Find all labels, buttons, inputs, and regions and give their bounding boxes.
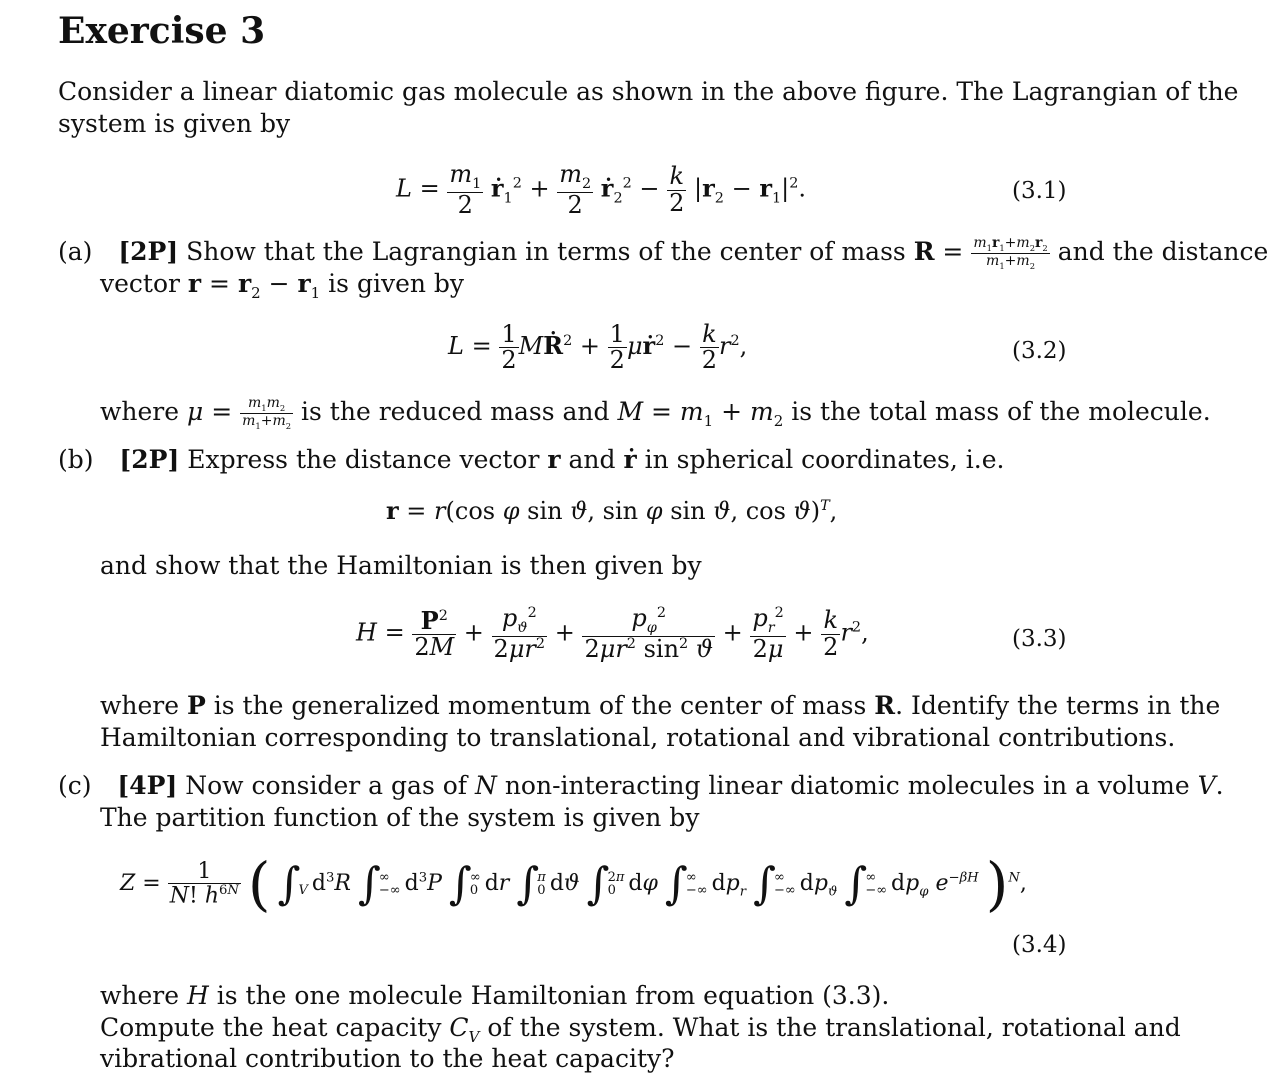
part-b-text-1-end: in spherical coordinates, i.e. [644,445,1005,474]
part-c-text-4-end: of the system. What is the translational, rotational and [487,1013,1181,1042]
part-c-points: [4P] [117,771,178,800]
part-a-text-2-end: is given by [328,269,465,298]
part-b-text-3-mid: is the generalized momentum of the center of mass [213,691,867,720]
equation-number-3-1: (3.1) [1012,178,1067,204]
equation-hamiltonian: H = $\frac{P^2}{2M}$ + $\frac{p_ϑ^2}{2\mu r^2}$ + $\frac{p_\varphi^2}{2\mu r^2 \sin^2 ϑ}$ + $\frac{p_r^2}{2\mu}$ + $\frac{k}{2}$ $r^2$, [356,604,869,663]
part-c-line-3: where H is the one molecule Hamiltonian from equation (3.3). [100,981,890,1010]
part-c-text-3-end: is the one molecule Hamiltonian from equation (3.3). [216,981,890,1010]
part-a-points: [2P] [118,237,179,266]
part-c-line-1: (c) [4P] Now consider a gas of N non-interacting linear diatomic molecules in a volume V. [58,771,1224,800]
reduced-mass-fraction: $\frac{m_1m_2}{m_1+m_2}$ [242,395,292,431]
part-c-line-4: Compute the heat capacity $C_V$ of the system. What is the translational, rotational and [100,1013,1181,1046]
part-a-where-line: where μ = $\frac{m_1m_2}{m_1+m_2}$ is the reduced mass and $M = m_1 + m_2$ is the total mass of the molecule. [100,395,1211,431]
part-b-line-1: (b) [2P] Express the distance vector r and ṙ in spherical coordinates, i.e. [58,445,1005,474]
part-b-text-1: Express the distance vector [187,445,540,474]
part-b-text-3-end: . Identify the terms in the [895,691,1221,720]
equation-number-3-3: (3.3) [1012,626,1067,652]
equation-spherical: r = r(cos φ sin ϑ, sin φ sin ϑ, cos ϑ)$^T$, [386,496,838,525]
part-b-line-3: where P is the generalized momentum of the center of mass R. Identify the terms in the [100,691,1221,720]
equation-number-3-2: (3.2) [1012,338,1067,364]
part-a-line-2: vector $r = r_2 - r_1$ is given by [100,269,465,302]
intro-line-2: system is given by [58,109,291,138]
part-b-line-4: Hamiltonian corresponding to translational, rotational and vibrational contributions. [100,723,1176,752]
part-c-text-1-start: Now consider a gas of [185,771,468,800]
intro-line-1: Consider a linear diatomic gas molecule as shown in the above figure. The Lagrangian of the [58,77,1239,106]
equation-lagrangian: L = $\frac{m_1}{2}$ ṙ$_1^2$ + $\frac{m_2}{2}$ ṙ$_2^2$ − $\frac{k}{2}$ $|r_2 - r_1|^2$. [396,160,807,219]
part-c-line-2: The partition function of the system is given by [100,803,700,832]
part-a-text-1-end: and the distance [1057,237,1268,266]
part-a-line-1: (a) [2P] Show that the Lagrangian in terms of the center of mass R = $\frac{m_1r_1+m_2r_2}{m_1+m_2}$ and the distance [58,235,1268,271]
part-c-text-1-mid: non-interacting linear diatomic molecules in a volume [504,771,1190,800]
part-a-text-2-start: vector [100,269,180,298]
equation-number-3-4: (3.4) [1012,932,1067,958]
part-a-where-mid: is the reduced mass and [301,397,610,426]
part-b-line-2: and show that the Hamiltonian is then given by [100,551,702,580]
part-c-label: (c) [58,771,92,800]
part-b-points: [2P] [119,445,180,474]
part-c-line-5: vibrational contribution to the heat capacity? [100,1044,675,1073]
part-a-text-1: Show that the Lagrangian in terms of the center of mass [186,237,906,266]
exercise-title: Exercise 3 [58,10,266,52]
part-b-text-1-mid: and [568,445,616,474]
part-b-text-3-start: where [100,691,180,720]
part-a-label: (a) [58,237,93,266]
part-c-text-4-start: Compute the heat capacity [100,1013,442,1042]
part-a-where-end: is the total mass of the molecule. [791,397,1211,426]
part-b-label: (b) [58,445,94,474]
part-c-text-3-start: where [100,981,180,1010]
equation-lagrangian-com: L = $\frac{1}{2}$ MṘ$^2$ + $\frac{1}{2}$ μṙ$^2$ − $\frac{k}{2}$ $r^2$, [448,320,748,375]
equation-partition-function: Z = $\frac{1}{N! h^{6N}}$ ( ∫ V $d^3R$ ∫ ∞ −∞ $d^3P$ ∫ ∞ 0 dr ∫ π 0 dϑ ∫ 2π 0 dφ ∫ ∞ −∞ $dp_r$ ∫ ∞ −∞ $dp_ϑ$ ∫ ∞ −∞ $dp_\varphi$ $e^{-\beta H}$ )$^N$, [120,850,1027,918]
center-of-mass-fraction: $\frac{m_1r_1+m_2r_2}{m_1+m_2}$ [973,235,1048,271]
part-a-where-start: where [100,397,180,426]
